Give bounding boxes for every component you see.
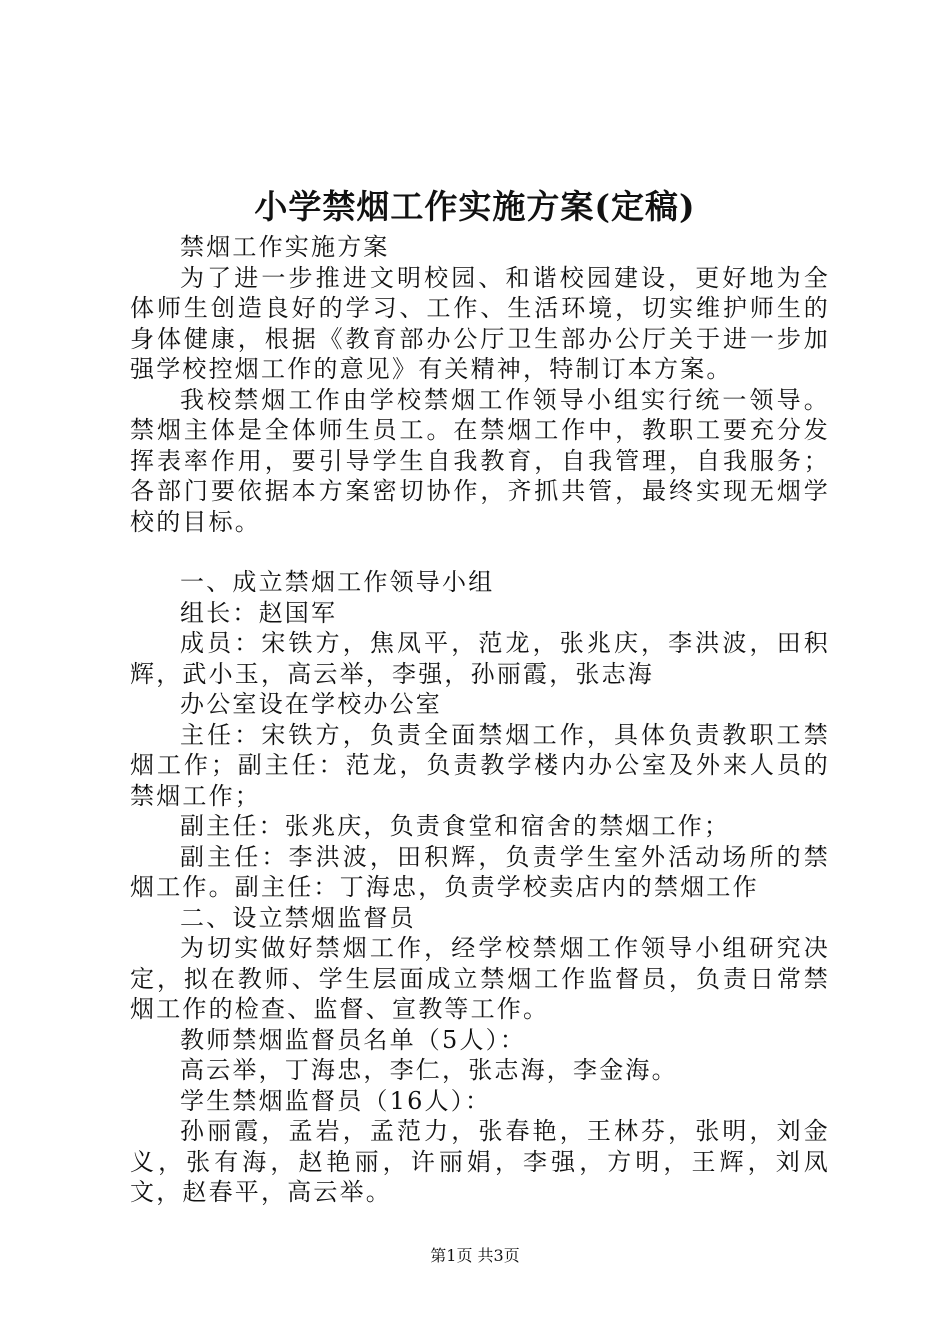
paragraph-student-list-title: 学生禁烟监督员（16人）： [180,1086,492,1115]
paragraph-teacher-list-title: 教师禁烟监督员名单（5人）： [180,1025,527,1054]
paragraph-purpose: 为了进一步推进文明校园、和谐校园建设，更好地为全体师生创造良好的学习、工作、生活环境，切实维护师生的身体健康，根据《教育部办公厅卫生部办公厅关于进一步加强学校控烟工作的意见》有关精神，特制订本方案。 [130,263,830,383]
paragraph-spacer [130,537,830,567]
paragraph-director: 主任：宋铁方，负责全面禁烟工作，具体负责教职工禁烟工作；副主任：范龙，负责教学楼内办公室及外来人员的禁烟工作； [130,720,830,810]
document-title: 小学禁烟工作实施方案(定稿) [254,187,696,226]
paragraph-leadership: 我校禁烟工作由学校禁烟工作领导小组实行统一领导。禁烟主体是全体师生员工。在禁烟工作中，教职工要充分发挥表率作用，要引导学生自我教育，自我管理，自我服务；各部门要依据本方案密切协作，齐抓共管，最终实现无烟学校的目标。 [130,385,830,536]
paragraph-office: 办公室设在学校办公室 [180,690,442,718]
paragraph-subtitle: 禁烟工作实施方案 [180,233,390,261]
page-footer: 第1页 共3页 [430,1246,520,1265]
paragraph-supervisors: 为切实做好禁烟工作，经学校禁烟工作领导小组研究决定，拟在教师、学生层面成立禁烟工作监督员，负责日常禁烟工作的检查、监督、宣教等工作。 [130,934,830,1023]
paragraph-members: 成员：宋铁方，焦凤平，范龙，张兆庆，李洪波，田积辉，武小玉，高云举，李强，孙丽霞，张志海 [130,629,830,688]
section-heading-2: 二、设立禁烟监督员 [180,903,416,932]
paragraph-deputy-1: 副主任：张兆庆，负责食堂和宿舍的禁烟工作； [180,812,731,840]
paragraph-teacher-list: 高云举，丁海忠，李仁，张志海，李金海。 [180,1056,678,1084]
paragraph-deputy-2: 副主任：李洪波，田积辉，负责学生室外活动场所的禁烟工作。副主任：丁海忠，负责学校卖店内的禁烟工作 [130,842,830,901]
paragraph-student-list: 孙丽霞，孟岩，孟范力，张春艳，王林芬，张明，刘金义，张有海，赵艳丽，许丽娟，李强，方明，王辉，刘凤文，赵春平，高云举。 [130,1117,830,1206]
paragraph-group-leader: 组长：赵国军 [180,598,338,627]
section-heading-1: 一、成立禁烟工作领导小组 [180,568,495,596]
document-body [130,232,830,1208]
